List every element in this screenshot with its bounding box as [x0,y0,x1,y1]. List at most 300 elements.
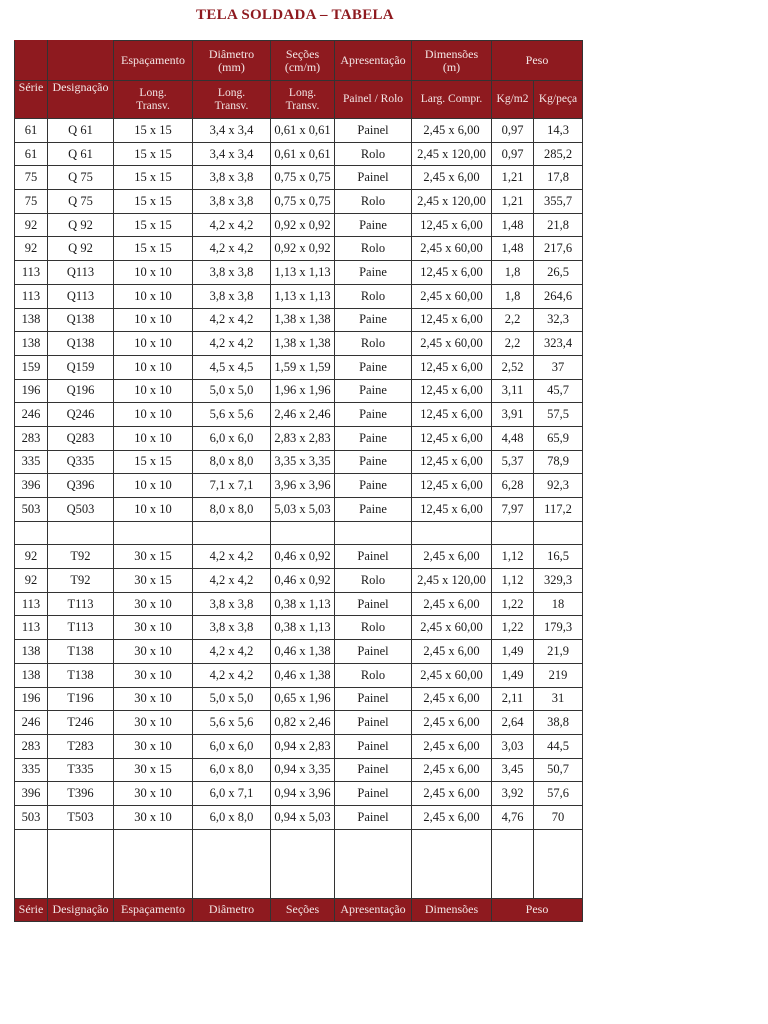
cell-designacao: Q 92 [48,237,114,261]
cell-apresentacao: Paine [335,355,412,379]
table-row [15,379,583,403]
cell-dimensoes: 2,45 x 120,00 [412,142,492,166]
table-row [15,663,583,687]
cell-kgpeca: 38,8 [534,711,583,735]
cell-espacamento: 10 x 10 [114,308,193,332]
footer-apresentacao: Apresentação [335,898,412,921]
cell-diametro: 8,0 x 8,0 [193,450,271,474]
cell-kgpeca: 329,3 [534,569,583,593]
table-row [15,142,583,166]
cell-kgm2: 1,21 [492,190,534,214]
cell-dimensoes: 12,45 x 6,00 [412,308,492,332]
cell-diametro: 6,0 x 8,0 [193,805,271,829]
cell-espacamento: 30 x 10 [114,663,193,687]
cell-apresentacao: Rolo [335,284,412,308]
cell-designacao: T113 [48,592,114,616]
table-row [15,190,583,214]
cell-designacao: T138 [48,640,114,664]
cell-apresentacao: Rolo [335,616,412,640]
cell-dimensoes: 2,45 x 6,00 [412,782,492,806]
cell-diametro: 3,8 x 3,8 [193,261,271,285]
cell-kgm2: 2,52 [492,355,534,379]
cell-diametro: 7,1 x 7,1 [193,474,271,498]
cell-secoes: 0,46 x 1,38 [271,663,335,687]
cell-kgm2: 2,11 [492,687,534,711]
cell-apresentacao: Paine [335,474,412,498]
cell-kgpeca: 26,5 [534,261,583,285]
cell-kgpeca: 17,8 [534,166,583,190]
cell-kgm2: 3,03 [492,734,534,758]
cell-dimensoes: 2,45 x 6,00 [412,640,492,664]
cell-dimensoes: 2,45 x 60,00 [412,332,492,356]
cell-kgm2: 4,76 [492,805,534,829]
cell-secoes: 0,82 x 2,46 [271,711,335,735]
cell-kgm2: 1,8 [492,261,534,285]
cell-designacao: Q 92 [48,213,114,237]
table-row [15,498,583,522]
table-row [15,355,583,379]
header-spacer-serie [15,41,48,81]
cell-kgpeca: 16,5 [534,545,583,569]
cell-kgpeca: 92,3 [534,474,583,498]
cell-kgm2: 0,97 [492,142,534,166]
cell-kgm2: 3,91 [492,403,534,427]
cell-serie: 113 [15,261,48,285]
cell-serie: 61 [15,119,48,143]
cell-kgm2: 2,64 [492,711,534,735]
cell-kgm2: 1,12 [492,545,534,569]
cell-kgpeca: 179,3 [534,616,583,640]
cell-espacamento: 10 x 10 [114,355,193,379]
cell-kgm2: 3,45 [492,758,534,782]
cell-secoes: 1,59 x 1,59 [271,355,335,379]
cell-serie: 92 [15,213,48,237]
cell-designacao: Q 75 [48,166,114,190]
cell-dimensoes: 2,45 x 60,00 [412,284,492,308]
cell-espacamento: 10 x 10 [114,426,193,450]
table-row [15,569,583,593]
cell-espacamento: 15 x 15 [114,190,193,214]
table-row [15,687,583,711]
cell-serie: 396 [15,474,48,498]
cell-apresentacao: Paine [335,426,412,450]
table-row [15,403,583,427]
subheader-apresentacao: Painel / Rolo [335,81,412,119]
cell-kgm2: 4,48 [492,426,534,450]
cell-secoes: 0,92 x 0,92 [271,237,335,261]
cell-apresentacao: Painel [335,640,412,664]
cell-secoes: 0,75 x 0,75 [271,190,335,214]
cell-kgm2: 1,22 [492,616,534,640]
cell-dimensoes: 2,45 x 6,00 [412,545,492,569]
cell-kgm2: 1,12 [492,569,534,593]
cell-diametro: 3,8 x 3,8 [193,592,271,616]
cell-diametro: 6,0 x 8,0 [193,758,271,782]
cell-espacamento: 30 x 10 [114,640,193,664]
cell-diametro: 4,2 x 4,2 [193,213,271,237]
cell-kgpeca: 31 [534,687,583,711]
cell-designacao: Q396 [48,474,114,498]
cell-diametro: 5,6 x 5,6 [193,403,271,427]
cell-kgpeca: 264,6 [534,284,583,308]
cell-serie: 335 [15,758,48,782]
cell-secoes: 0,92 x 0,92 [271,213,335,237]
cell-secoes: 0,38 x 1,13 [271,616,335,640]
cell-serie: 138 [15,332,48,356]
table-row [15,237,583,261]
cell-kgm2: 7,97 [492,498,534,522]
cell-secoes: 0,61 x 0,61 [271,142,335,166]
cell-espacamento: 10 x 10 [114,332,193,356]
footer-dimensoes: Dimensões [412,898,492,921]
cell-designacao: T138 [48,663,114,687]
cell-serie: 246 [15,403,48,427]
subheader-espacamento: Long. Transv. [114,81,193,119]
cell-secoes: 0,94 x 5,03 [271,805,335,829]
cell-serie: 92 [15,237,48,261]
cell-serie: 196 [15,379,48,403]
cell-designacao: Q 61 [48,119,114,143]
cell-kgpeca: 355,7 [534,190,583,214]
cell-kgpeca: 70 [534,805,583,829]
cell-apresentacao: Rolo [335,190,412,214]
cell-secoes: 0,46 x 1,38 [271,640,335,664]
cell-secoes: 0,61 x 0,61 [271,119,335,143]
cell-designacao: T335 [48,758,114,782]
cell-diametro: 6,0 x 7,1 [193,782,271,806]
cell-kgpeca: 57,5 [534,403,583,427]
cell-dimensoes: 12,45 x 6,00 [412,213,492,237]
cell-dimensoes: 2,45 x 6,00 [412,119,492,143]
cell-serie: 335 [15,450,48,474]
cell-serie: 503 [15,805,48,829]
subheader-kgpeca: Kg/peça [534,81,583,119]
cell-serie: 138 [15,640,48,664]
cell-dimensoes: 12,45 x 6,00 [412,474,492,498]
cell-secoes: 2,46 x 2,46 [271,403,335,427]
cell-diametro: 3,8 x 3,8 [193,166,271,190]
cell-serie: 61 [15,142,48,166]
cell-serie: 503 [15,498,48,522]
cell-apresentacao: Painel [335,166,412,190]
cell-serie: 138 [15,663,48,687]
cell-diametro: 4,2 x 4,2 [193,569,271,593]
cell-kgm2: 1,21 [492,166,534,190]
table-row [15,711,583,735]
cell-secoes: 5,03 x 5,03 [271,498,335,522]
footer-espacamento: Espaçamento [114,898,193,921]
table-row [15,166,583,190]
cell-secoes: 0,38 x 1,13 [271,592,335,616]
subheader-secoes: Long. Transv. [271,81,335,119]
cell-kgm2: 1,49 [492,663,534,687]
cell-kgpeca: 32,3 [534,308,583,332]
cell-diametro: 4,2 x 4,2 [193,332,271,356]
header-dimensoes: Dimensões (m) [412,41,492,81]
cell-espacamento: 30 x 15 [114,545,193,569]
cell-serie: 113 [15,616,48,640]
cell-kgpeca: 65,9 [534,426,583,450]
table-blank-area [15,829,583,898]
cell-designacao: T283 [48,734,114,758]
cell-dimensoes: 2,45 x 60,00 [412,616,492,640]
header-peso: Peso [492,41,583,81]
footer-diametro: Diâmetro [193,898,271,921]
cell-apresentacao: Painel [335,711,412,735]
cell-kgm2: 1,8 [492,284,534,308]
table-row [15,640,583,664]
cell-diametro: 3,8 x 3,8 [193,616,271,640]
page-title: TELA SOLDADA – TABELA [196,7,394,23]
cell-espacamento: 10 x 10 [114,284,193,308]
table-row [15,261,583,285]
cell-secoes: 1,96 x 1,96 [271,379,335,403]
table-row [15,119,583,143]
cell-apresentacao: Painel [335,545,412,569]
cell-espacamento: 10 x 10 [114,498,193,522]
cell-apresentacao: Paine [335,261,412,285]
cell-designacao: Q196 [48,379,114,403]
cell-diametro: 5,6 x 5,6 [193,711,271,735]
table-body-t-series [15,545,583,829]
cell-espacamento: 30 x 10 [114,592,193,616]
cell-kgpeca: 21,9 [534,640,583,664]
cell-dimensoes: 2,45 x 6,00 [412,166,492,190]
table-row [15,213,583,237]
cell-apresentacao: Paine [335,498,412,522]
cell-espacamento: 10 x 10 [114,261,193,285]
cell-espacamento: 15 x 15 [114,142,193,166]
cell-dimensoes: 2,45 x 6,00 [412,687,492,711]
cell-dimensoes: 12,45 x 6,00 [412,403,492,427]
cell-kgm2: 1,48 [492,237,534,261]
footer-peso: Peso [492,898,583,921]
cell-serie: 75 [15,166,48,190]
table-row [15,758,583,782]
cell-serie: 246 [15,711,48,735]
cell-espacamento: 30 x 10 [114,616,193,640]
cell-designacao: T503 [48,805,114,829]
subheader-kgm2: Kg/m2 [492,81,534,119]
cell-secoes: 0,94 x 3,35 [271,758,335,782]
table-row [15,426,583,450]
cell-serie: 396 [15,782,48,806]
cell-diametro: 8,0 x 8,0 [193,498,271,522]
cell-kgm2: 6,28 [492,474,534,498]
cell-designacao: Q138 [48,308,114,332]
cell-espacamento: 30 x 10 [114,687,193,711]
cell-apresentacao: Painel [335,119,412,143]
cell-designacao: Q159 [48,355,114,379]
cell-kgm2: 1,48 [492,213,534,237]
header-apresentacao: Apresentação [335,41,412,81]
cell-diametro: 4,5 x 4,5 [193,355,271,379]
cell-secoes: 0,94 x 3,96 [271,782,335,806]
table-row [15,450,583,474]
cell-espacamento: 30 x 10 [114,782,193,806]
cell-apresentacao: Rolo [335,142,412,166]
table-row [15,332,583,356]
subheader-diametro: Long. Transv. [193,81,271,119]
cell-diametro: 3,4 x 3,4 [193,119,271,143]
cell-diametro: 4,2 x 4,2 [193,237,271,261]
cell-diametro: 5,0 x 5,0 [193,687,271,711]
cell-apresentacao: Painel [335,592,412,616]
cell-designacao: Q 75 [48,190,114,214]
cell-kgpeca: 45,7 [534,379,583,403]
tela-soldada-table [14,40,583,922]
footer-serie: Série [15,898,48,921]
cell-designacao: T92 [48,569,114,593]
header-spacer-designacao [48,41,114,81]
table-row [15,308,583,332]
cell-kgpeca: 37 [534,355,583,379]
cell-dimensoes: 2,45 x 120,00 [412,569,492,593]
cell-secoes: 3,35 x 3,35 [271,450,335,474]
cell-kgpeca: 117,2 [534,498,583,522]
cell-secoes: 1,13 x 1,13 [271,261,335,285]
cell-kgm2: 1,22 [492,592,534,616]
cell-diametro: 4,2 x 4,2 [193,663,271,687]
subheader-dimensoes: Larg. Compr. [412,81,492,119]
cell-apresentacao: Paine [335,308,412,332]
cell-dimensoes: 2,45 x 120,00 [412,190,492,214]
cell-kgm2: 3,92 [492,782,534,806]
cell-secoes: 2,83 x 2,83 [271,426,335,450]
cell-espacamento: 10 x 10 [114,403,193,427]
table-body-q-series [15,119,583,522]
cell-dimensoes: 2,45 x 6,00 [412,758,492,782]
cell-designacao: T396 [48,782,114,806]
cell-dimensoes: 12,45 x 6,00 [412,261,492,285]
cell-kgpeca: 57,6 [534,782,583,806]
cell-serie: 92 [15,545,48,569]
cell-apresentacao: Painel [335,687,412,711]
cell-designacao: T113 [48,616,114,640]
cell-kgm2: 2,2 [492,308,534,332]
cell-kgpeca: 78,9 [534,450,583,474]
cell-kgm2: 5,37 [492,450,534,474]
cell-kgpeca: 50,7 [534,758,583,782]
cell-apresentacao: Rolo [335,332,412,356]
cell-designacao: Q138 [48,332,114,356]
cell-kgpeca: 18 [534,592,583,616]
cell-secoes: 0,65 x 1,96 [271,687,335,711]
cell-kgpeca: 14,3 [534,119,583,143]
cell-espacamento: 30 x 15 [114,758,193,782]
cell-dimensoes: 12,45 x 6,00 [412,355,492,379]
cell-secoes: 0,46 x 0,92 [271,545,335,569]
cell-diametro: 3,4 x 3,4 [193,142,271,166]
cell-designacao: T92 [48,545,114,569]
cell-serie: 159 [15,355,48,379]
cell-apresentacao: Paine [335,403,412,427]
cell-apresentacao: Rolo [335,663,412,687]
cell-dimensoes: 2,45 x 6,00 [412,805,492,829]
cell-espacamento: 30 x 10 [114,805,193,829]
cell-kgpeca: 323,4 [534,332,583,356]
cell-secoes: 0,46 x 0,92 [271,569,335,593]
cell-diametro: 3,8 x 3,8 [193,284,271,308]
cell-secoes: 0,75 x 0,75 [271,166,335,190]
cell-apresentacao: Paine [335,379,412,403]
cell-apresentacao: Paine [335,450,412,474]
cell-apresentacao: Rolo [335,569,412,593]
cell-apresentacao: Painel [335,758,412,782]
cell-designacao: T196 [48,687,114,711]
cell-dimensoes: 12,45 x 6,00 [412,450,492,474]
cell-dimensoes: 2,45 x 60,00 [412,663,492,687]
cell-espacamento: 15 x 15 [114,237,193,261]
cell-kgm2: 2,2 [492,332,534,356]
cell-secoes: 1,38 x 1,38 [271,332,335,356]
table-row [15,474,583,498]
cell-espacamento: 15 x 15 [114,450,193,474]
cell-apresentacao: Painel [335,782,412,806]
cell-kgm2: 0,97 [492,119,534,143]
header-diametro: Diâmetro (mm) [193,41,271,81]
table-row [15,284,583,308]
cell-diametro: 6,0 x 6,0 [193,734,271,758]
cell-kgpeca: 217,6 [534,237,583,261]
table-row [15,616,583,640]
cell-espacamento: 10 x 10 [114,474,193,498]
cell-dimensoes: 2,45 x 60,00 [412,237,492,261]
cell-espacamento: 10 x 10 [114,379,193,403]
cell-diametro: 6,0 x 6,0 [193,426,271,450]
cell-dimensoes: 2,45 x 6,00 [412,734,492,758]
cell-serie: 113 [15,284,48,308]
cell-diametro: 5,0 x 5,0 [193,379,271,403]
cell-apresentacao: Rolo [335,237,412,261]
cell-espacamento: 30 x 10 [114,711,193,735]
footer-designacao: Designação [48,898,114,921]
header-espacamento: Espaçamento [114,41,193,81]
table-row [15,545,583,569]
cell-diametro: 4,2 x 4,2 [193,640,271,664]
cell-secoes: 3,96 x 3,96 [271,474,335,498]
header-designacao: Designação [48,81,114,119]
footer-secoes: Seções [271,898,335,921]
cell-espacamento: 30 x 10 [114,734,193,758]
cell-apresentacao: Paine [335,213,412,237]
cell-diametro: 3,8 x 3,8 [193,190,271,214]
cell-kgpeca: 21,8 [534,213,583,237]
cell-designacao: T246 [48,711,114,735]
cell-designacao: Q335 [48,450,114,474]
cell-dimensoes: 12,45 x 6,00 [412,498,492,522]
cell-serie: 92 [15,569,48,593]
cell-apresentacao: Painel [335,734,412,758]
table-row [15,592,583,616]
cell-espacamento: 15 x 15 [114,166,193,190]
table-row [15,782,583,806]
cell-designacao: Q 61 [48,142,114,166]
cell-dimensoes: 2,45 x 6,00 [412,711,492,735]
cell-kgpeca: 219 [534,663,583,687]
cell-designacao: Q503 [48,498,114,522]
cell-dimensoes: 12,45 x 6,00 [412,379,492,403]
cell-kgpeca: 285,2 [534,142,583,166]
cell-apresentacao: Painel [335,805,412,829]
table-row [15,805,583,829]
cell-espacamento: 15 x 15 [114,213,193,237]
cell-secoes: 0,94 x 2,83 [271,734,335,758]
header-serie: Série [15,81,48,119]
cell-secoes: 1,38 x 1,38 [271,308,335,332]
cell-diametro: 4,2 x 4,2 [193,308,271,332]
cell-dimensoes: 2,45 x 6,00 [412,592,492,616]
